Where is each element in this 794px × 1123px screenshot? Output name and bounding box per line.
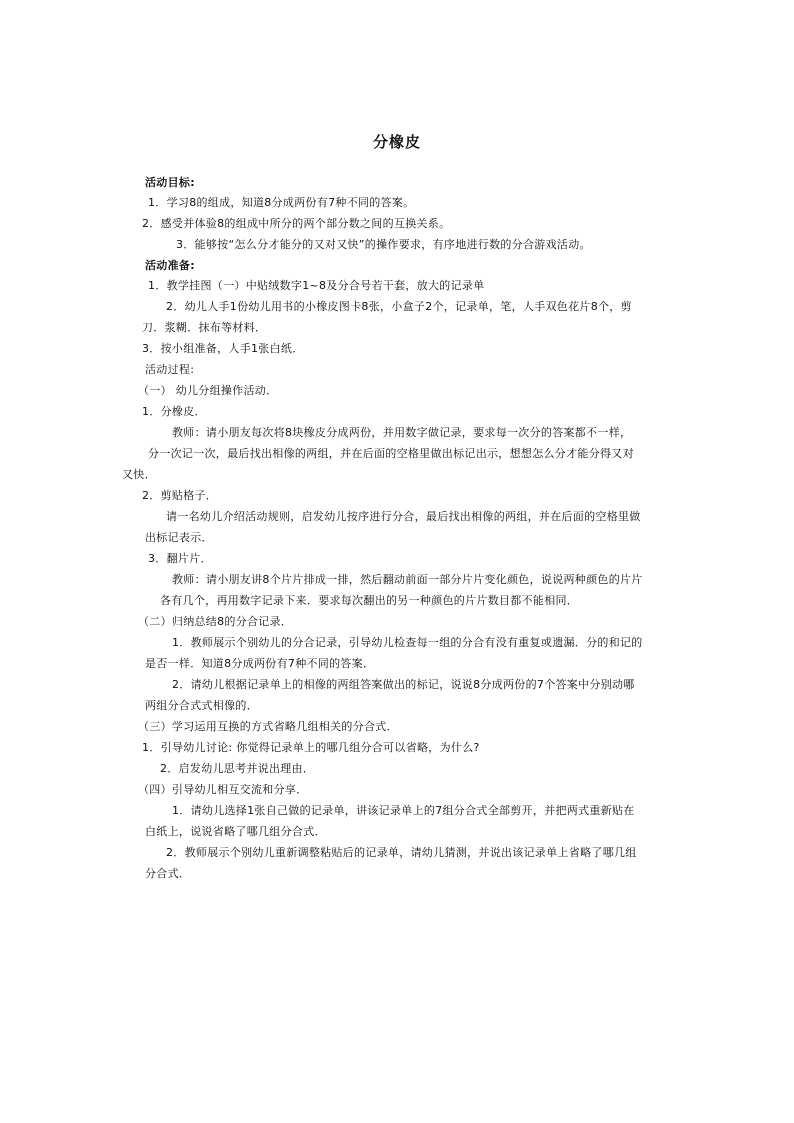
text-line: 1．请幼儿选择1张自己做的记录单，讲该记录单上的7组分合式全部剪开，并把两式重新贴在 bbox=[172, 804, 635, 817]
text-line: 1．分橡皮． bbox=[142, 405, 206, 418]
text-line: 又快． bbox=[122, 468, 156, 481]
text-line: 出标记表示． bbox=[145, 531, 213, 544]
text-line: 两组分合式式相像的． bbox=[145, 699, 258, 712]
text-line: 2．剪贴格子． bbox=[142, 489, 218, 502]
subsection-heading: （三）学习运用互换的方式省略几组相关的分合式． bbox=[138, 720, 398, 733]
text-line: 1．教学挂图（一）中贴绒数字1~8及分合号若干套，放大的记录单 bbox=[148, 279, 485, 292]
text-line: 白纸上，说说省略了哪几组分合式． bbox=[145, 825, 326, 838]
text-line: 分一次记一次，最后找出相像的两组，并在后面的空格里做出标记出示，想想怎么分才能分得又对 bbox=[148, 447, 634, 460]
text-line: 2．请幼儿根据记录单上的相像的两组答案做出的标记，说说8分成两份的7个答案中分别动哪 bbox=[172, 678, 635, 691]
text-line: 教师：请小朋友讲8个片片排成一排，然后翻动前面一部分片片变化颜色，说说两种颜色的片片 bbox=[172, 573, 643, 586]
text-line: 2．幼儿人手1份幼儿用书的小橡皮图卡8张，小盒子2个，记录单，笔，人手双色花片8个，剪 bbox=[166, 300, 632, 313]
section-heading-preparation: 活动准备: bbox=[145, 259, 195, 272]
text-line: 2．感受并体验8的组成中所分的两个部分数之间的互换关系。 bbox=[142, 217, 451, 230]
text-line: 2．启发幼儿思考并说出理由． bbox=[160, 762, 315, 775]
section-heading-process: 活动过程: bbox=[145, 363, 195, 376]
text-line: 1．引导幼儿讨论: 你觉得记录单上的哪几组分合可以省略，为什么? bbox=[142, 741, 480, 754]
section-heading-objectives: 活动目标: bbox=[145, 176, 195, 189]
text-line: 2．教师展示个别幼儿重新调整粘贴后的记录单，请幼儿猜测，并说出该记录单上省略了哪几组 bbox=[166, 846, 637, 859]
subsection-heading: （四）引导幼儿相互交流和分享． bbox=[138, 783, 308, 796]
text-line: 各有几个，再用数字记录下来．要求每次翻出的另一种颜色的片片数目都不能相同． bbox=[160, 594, 579, 607]
text-line: 刀．浆糊．抹布等材料． bbox=[142, 321, 267, 334]
text-line: 3．翻片片． bbox=[148, 552, 212, 565]
text-line: 请一名幼儿介绍活动规则，启发幼儿按序进行分合，最后找出相像的两组，并在后面的空格里做 bbox=[166, 510, 641, 523]
text-line: 1．教师展示个别幼儿的分合记录，引导幼儿检查每一组的分合有没有重复或遗漏．分的和记的 bbox=[172, 636, 643, 649]
text-line: 教师：请小朋友每次将8块橡皮分成两份，并用数字做记录，要求每一次分的答案都不一样， bbox=[172, 426, 632, 439]
text-line: 是否一样．知道8分成两份有7种不同的答案． bbox=[145, 657, 375, 670]
text-line: 3．能够按“怎么分才能分的又对又快”的操作要求，有序地进行数的分合游戏活动。 bbox=[176, 238, 591, 251]
subsection-heading: （二）归纳总结8的分合记录． bbox=[138, 615, 293, 628]
text-line: 分合式． bbox=[145, 867, 191, 880]
subsection-heading: （一） 幼儿分组操作活动． bbox=[138, 384, 278, 397]
text-line: 3．按小组准备，人手1张白纸． bbox=[142, 342, 304, 355]
document-title: 分橡皮 bbox=[372, 133, 421, 151]
text-line: 1．学习8的组成，知道8分成两份有7种不同的答案。 bbox=[148, 196, 415, 209]
